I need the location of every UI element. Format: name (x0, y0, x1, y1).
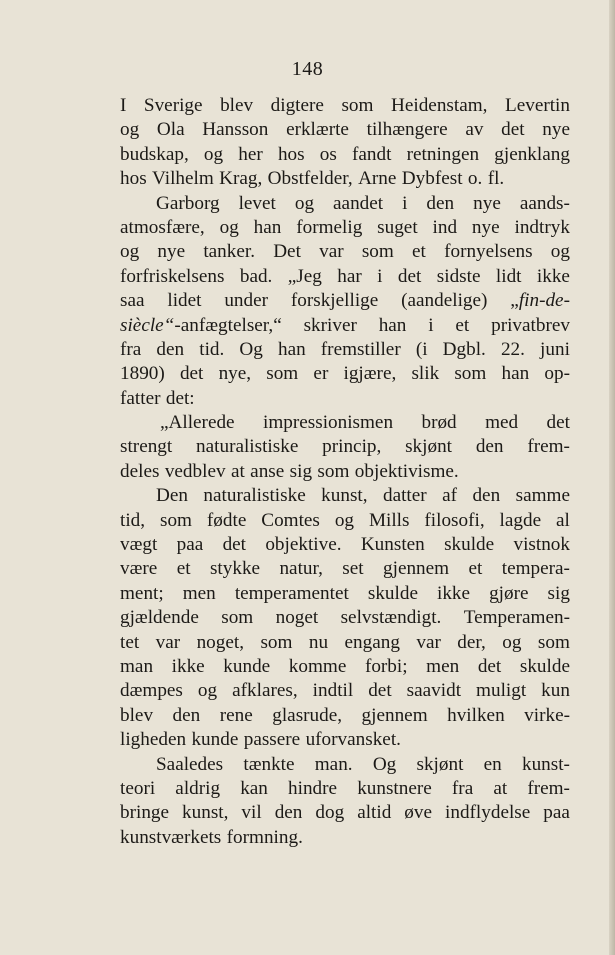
word: Dybfest (401, 168, 463, 190)
word: retningen (406, 143, 480, 165)
word: „Jeg (287, 265, 322, 287)
text-line (120, 435, 570, 459)
word: igjære, (343, 363, 397, 385)
word: bad. (239, 265, 273, 287)
word: det (546, 412, 570, 434)
word: kunst, (182, 802, 229, 824)
word: tid, (120, 509, 146, 531)
word: Saaledes (156, 753, 224, 775)
text-line (120, 94, 570, 118)
word: „fin-de- (510, 290, 570, 312)
word: uforvansket. (305, 729, 401, 751)
word: der, (457, 631, 486, 653)
word: kunstnere (357, 777, 432, 799)
word: var (155, 631, 181, 653)
word: og (334, 509, 355, 531)
word: den (156, 338, 185, 360)
word: siècle“-anfægtelser,“ (120, 314, 282, 336)
text-line (120, 606, 570, 630)
word: levet (238, 192, 276, 214)
word: han (277, 338, 306, 360)
word: Og (239, 338, 263, 360)
word: forfriskelsens (120, 265, 225, 287)
word: og (203, 143, 224, 165)
word: frem- (527, 777, 570, 799)
word: man. (314, 753, 353, 775)
word: det (477, 655, 502, 677)
word: (i (415, 338, 428, 360)
word: anse (250, 460, 285, 482)
text-line (120, 582, 570, 606)
word: som (221, 607, 254, 629)
word: suget (377, 216, 418, 238)
word: formning. (226, 826, 303, 848)
word: budskap, (120, 143, 189, 165)
word: sig (289, 460, 313, 482)
word: Temperamen- (463, 607, 570, 629)
word: atmosfære, (120, 216, 205, 238)
word: o. (467, 168, 483, 190)
word: Vilhelm (152, 168, 214, 190)
word: Mills (368, 509, 410, 531)
word: ikke (536, 265, 570, 287)
word: og (550, 241, 570, 263)
text-line (120, 704, 570, 728)
word: set (342, 558, 364, 580)
word: aands- (519, 192, 570, 214)
word: „Allerede (160, 412, 235, 434)
word: selvstændigt. (340, 607, 442, 629)
word: Sverige (143, 95, 203, 116)
word: altid (357, 802, 392, 824)
word: natur, (279, 558, 323, 580)
word: den (475, 436, 504, 458)
word: (aandelige) (401, 290, 488, 312)
word: skjønt (416, 753, 464, 775)
text-line (120, 753, 570, 777)
word: nye (473, 192, 501, 214)
word: gjennem (383, 558, 450, 580)
word: det (368, 680, 392, 702)
word: Det (273, 241, 301, 263)
word: formelig (296, 216, 363, 238)
word: som (537, 631, 570, 653)
word: Og (372, 753, 397, 775)
word: sidste (436, 265, 481, 287)
word: som (266, 363, 299, 385)
text-line (120, 533, 570, 557)
word: det: (165, 387, 195, 409)
word: med (485, 412, 519, 434)
word: det (222, 534, 247, 556)
word: den (172, 704, 201, 726)
word: hvilken (447, 704, 505, 726)
word: skriver (303, 314, 357, 336)
word: det (501, 119, 525, 141)
text-line (120, 289, 570, 313)
text-line (120, 338, 570, 362)
word: som (361, 241, 394, 263)
word: blev (220, 95, 254, 116)
word: tilhængere (366, 119, 448, 141)
word: er (313, 363, 329, 385)
word: hindre (288, 777, 338, 799)
word: samme (515, 485, 570, 507)
word: og (197, 680, 218, 702)
word: nye, (218, 363, 252, 385)
word: skulde (519, 655, 570, 677)
word: fra (120, 338, 142, 360)
word: strengt (120, 436, 173, 458)
word: og (120, 119, 140, 141)
word: tanker. (203, 241, 255, 263)
word: ikke (171, 655, 205, 677)
word: et (176, 558, 191, 580)
word: engang (344, 631, 400, 653)
word: som (159, 509, 192, 531)
word: og (502, 631, 522, 653)
text-line (120, 216, 570, 240)
word: lidet (167, 290, 202, 312)
text-line (120, 679, 570, 703)
text-line (120, 777, 570, 801)
word: fremstiller (320, 338, 401, 360)
word: fornyelsens (444, 241, 533, 263)
word: frem- (527, 436, 570, 458)
word: filosofi, (424, 509, 485, 531)
text-line (120, 728, 570, 752)
word: vedblev (164, 460, 226, 482)
word: komme (288, 655, 347, 677)
word: vægt (120, 534, 158, 556)
word: kunde (191, 729, 239, 751)
word: princip, (322, 436, 382, 458)
word: erklærte (286, 119, 349, 141)
word: kunst, (321, 485, 368, 507)
word: av (465, 119, 484, 141)
word: tid. (199, 338, 225, 360)
word: skulde (444, 534, 495, 556)
word: og (120, 241, 140, 263)
word: det (179, 363, 204, 385)
text-line (120, 411, 570, 435)
word: her (238, 143, 263, 165)
word: saavidt (406, 680, 462, 702)
word: han (501, 363, 530, 385)
word: den (472, 485, 501, 507)
text-line (120, 655, 570, 679)
word: et (455, 314, 470, 336)
word: men (426, 655, 460, 677)
word: aandet (333, 192, 384, 214)
word: ind (432, 216, 458, 238)
word: deles (120, 460, 160, 482)
text-line (120, 484, 570, 508)
word: op- (544, 363, 570, 385)
word: som (317, 460, 350, 482)
word: lidt (495, 265, 522, 287)
word: han (253, 216, 282, 238)
word: stykke (209, 558, 261, 580)
word: Garborg (156, 192, 220, 214)
word: som (341, 95, 374, 116)
word: under (224, 290, 269, 312)
word: juni (540, 338, 570, 360)
word: objektivisme. (354, 460, 459, 482)
word: forbi; (364, 655, 408, 677)
word: i (402, 192, 408, 214)
word: kunstværkets (120, 826, 222, 848)
word: og (219, 216, 239, 238)
text-line (120, 143, 570, 167)
text-line (120, 362, 570, 386)
word: noget (275, 607, 319, 629)
word: Heidenstam, (391, 95, 488, 116)
word: temperamentet (234, 582, 349, 604)
text-line (120, 826, 570, 850)
text-line (120, 314, 570, 338)
word: en (483, 753, 502, 775)
word: kunst- (521, 753, 570, 775)
word: være (120, 558, 158, 580)
text-line (120, 192, 570, 216)
word: som (454, 363, 487, 385)
text-line (120, 801, 570, 825)
word: dog (315, 802, 345, 824)
word: bringe (120, 802, 170, 824)
word: paa (176, 534, 204, 556)
word: objektive. (265, 534, 342, 556)
word: gjøre (489, 582, 529, 604)
word: tet (120, 631, 140, 653)
text-line (120, 387, 570, 411)
word: fødte (206, 509, 247, 531)
word: vistnok (513, 534, 570, 556)
word: et (468, 558, 483, 580)
text-line (120, 167, 570, 191)
word: man (120, 655, 154, 677)
word: det (397, 265, 422, 287)
word: I (120, 95, 127, 116)
word: fra (451, 777, 474, 799)
word: muligt (476, 680, 527, 702)
page-number: 148 (291, 58, 324, 80)
word: at (230, 460, 245, 482)
word: ligheden (120, 729, 187, 751)
text-line (120, 265, 570, 289)
word: fandt (352, 143, 392, 165)
word: privatbrev (491, 314, 570, 336)
word: glasrude, (272, 704, 343, 726)
word: Ola (156, 119, 185, 141)
word: af (442, 485, 458, 507)
word: naturalistiske (203, 485, 306, 507)
word: kan (240, 777, 268, 799)
word: Arne (358, 168, 397, 190)
word: og (294, 192, 315, 214)
text-line (120, 557, 570, 581)
word: forskjellige (290, 290, 379, 312)
word: skulde (367, 582, 418, 604)
word: virke- (524, 704, 570, 726)
word: den (274, 802, 303, 824)
word: indtil (312, 680, 354, 702)
word: passere (243, 729, 301, 751)
text-line (120, 460, 570, 484)
word: brød (421, 412, 457, 434)
body-text (120, 94, 570, 850)
word: hos (120, 168, 147, 190)
word: nye (542, 119, 570, 141)
word: den (426, 192, 455, 214)
page-edge (609, 0, 615, 955)
word: paa (543, 802, 570, 824)
word: kun (541, 680, 570, 702)
word: rene (219, 704, 253, 726)
word: Dgbl. (442, 338, 486, 360)
word: hos (277, 143, 305, 165)
word: 1890) (120, 363, 165, 385)
word: som (260, 631, 293, 653)
word: har (337, 265, 362, 287)
word: Kunsten (360, 534, 425, 556)
word: digtere (270, 95, 324, 116)
text-line (120, 631, 570, 655)
word: indtryk (514, 216, 570, 238)
word: naturalistiske (196, 436, 299, 458)
word: Comtes (261, 509, 320, 531)
word: ikke (437, 582, 471, 604)
word: øve (404, 802, 433, 824)
word: sig (547, 582, 570, 604)
word: saa (120, 290, 145, 312)
word: Krag, (219, 168, 263, 190)
word: ment; (120, 582, 164, 604)
word: han (378, 314, 407, 336)
word: noget, (196, 631, 244, 653)
word: fatter (120, 387, 161, 409)
word: at (493, 777, 508, 799)
text-line (120, 118, 570, 142)
word: nye (157, 241, 186, 263)
word: impressionismen (263, 412, 394, 434)
word: men (182, 582, 216, 604)
word: fl. (487, 168, 505, 190)
word: blev (120, 704, 154, 726)
text-line (120, 240, 570, 264)
word: datter (382, 485, 427, 507)
word: skjønt (405, 436, 453, 458)
text-line (120, 509, 570, 533)
word: dæmpes (120, 680, 183, 702)
word: nye (471, 216, 500, 238)
word: teori (120, 777, 156, 799)
word: i (377, 265, 383, 287)
word: tænkte (243, 753, 295, 775)
word: lagde (499, 509, 542, 531)
word: var (319, 241, 344, 263)
word: et (412, 241, 426, 263)
word: indflydelse (445, 802, 531, 824)
word: os (319, 143, 337, 165)
word: Levertin (504, 95, 570, 116)
word: Den (156, 485, 188, 507)
word: nu (308, 631, 329, 653)
word: gjennem (361, 704, 428, 726)
word: var (416, 631, 441, 653)
word: gjenklang (494, 143, 570, 165)
word: al (556, 509, 570, 531)
word: Hansson (202, 119, 269, 141)
word: gjældende (120, 607, 199, 629)
word: afklares, (232, 680, 298, 702)
word: Obstfelder, (267, 168, 353, 190)
word: 22. (500, 338, 525, 360)
word: slik (411, 363, 440, 385)
word: i (428, 314, 434, 336)
word: tempera- (501, 558, 570, 580)
word: kunde (223, 655, 271, 677)
word: aldrig (175, 777, 221, 799)
word: vil (241, 802, 262, 824)
